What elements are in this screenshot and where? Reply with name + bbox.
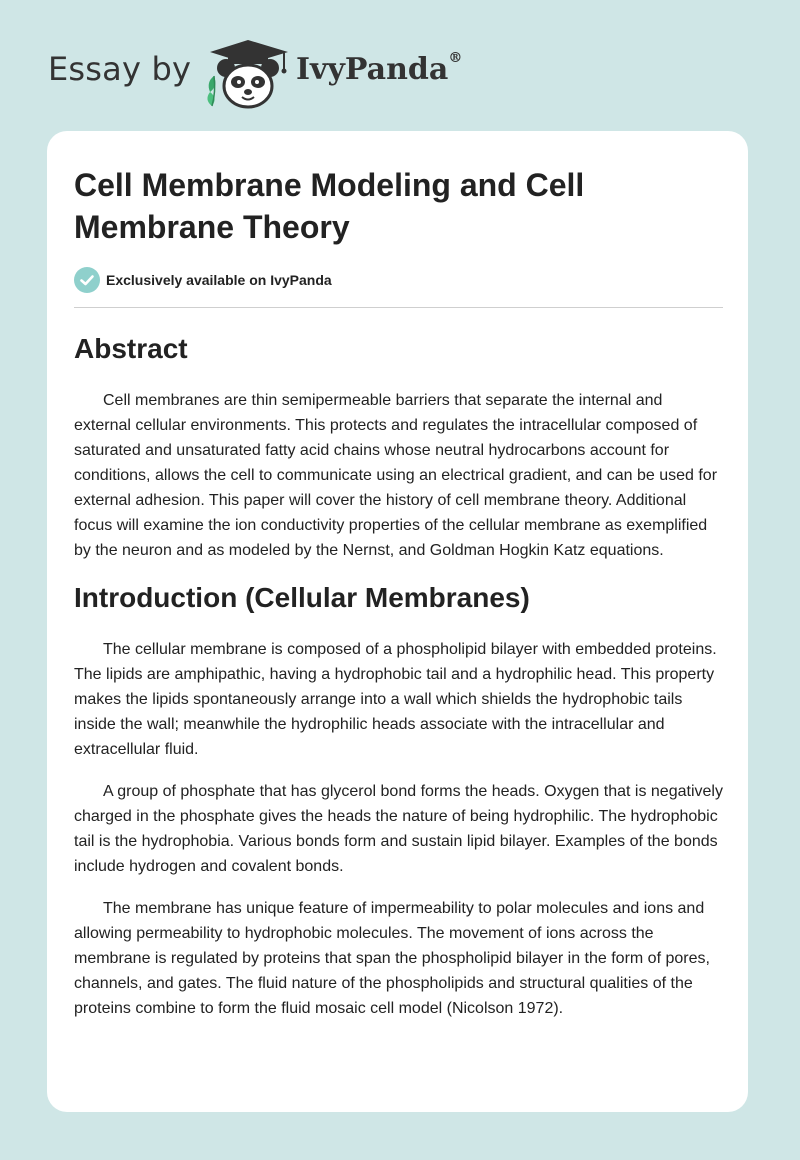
brand-name[interactable]: IvyPanda®: [296, 50, 463, 87]
section-heading-abstract: Abstract: [74, 333, 188, 364]
title-divider: [74, 307, 723, 308]
exclusive-badge: [74, 267, 723, 293]
brand-prefix: Essay by: [48, 50, 192, 88]
panda-logo-icon[interactable]: [200, 36, 292, 110]
registered-mark: ®: [448, 50, 463, 66]
section-heading-introduction: Introduction (Cellular Membranes): [74, 582, 530, 613]
essay-card: [47, 131, 748, 1112]
check-circle-icon: [74, 267, 100, 293]
abstract-paragraph: Cell membranes are thin semipermeable barriers that separate the internal and external cellular environments. This protects and regulates the intracellular composed of saturated and unsaturated fatty acid chains whose neutral hydrocarbons account for conditions, allows the cell to communicate using an electrical gradient, and can be used for external adhesion. This paper will cover the history of cell membrane theory. Additional focus will examine the ion conductivity properties of the cellular membrane as exemplified by the neuron and as modeled by the Nernst, and Goldman Hogkin Katz equations.: [74, 392, 718, 559]
introduction-paragraph: A group of phosphate that has glycerol bond forms the heads. Oxygen that is negatively charged in the phosphate gives the heads the nature of being hydrophilic. The hydrophobic tail is the hydrophobia. Various bonds form and sustain lipid bilayer. Examples of the bonds include hydrogen and covalent bonds.: [74, 783, 723, 875]
essay-content: [74, 164, 723, 1021]
introduction-paragraph: The membrane has unique feature of impermeability to polar molecules and ions and allowing permeability to hydrophobic molecules. The movement of ions across the membrane is regulated by proteins that span the phospholipid bilayer in the form of pores, channels, and gates. The fluid nature of the phospholipids and structural qualities of the proteins combine to form the fluid mosaic cell model (Nicolson 1972).: [74, 900, 710, 1017]
essay-title: Cell Membrane Modeling and Cell Membrane Theory: [74, 167, 585, 245]
introduction-paragraph: The cellular membrane is composed of a phospholipid bilayer with embedded proteins. The lipids are amphipathic, having a hydrophobic tail and a hydrophilic head. This property makes the lipids spontaneously arrange into a wall which shields the hydrophobic tails inside the wall; meanwhile the hydrophilic heads associate with the intracellular and extracellular fluid.: [74, 641, 717, 758]
site-header: [0, 0, 800, 130]
badge-text: Exclusively available on IvyPanda: [106, 272, 332, 288]
